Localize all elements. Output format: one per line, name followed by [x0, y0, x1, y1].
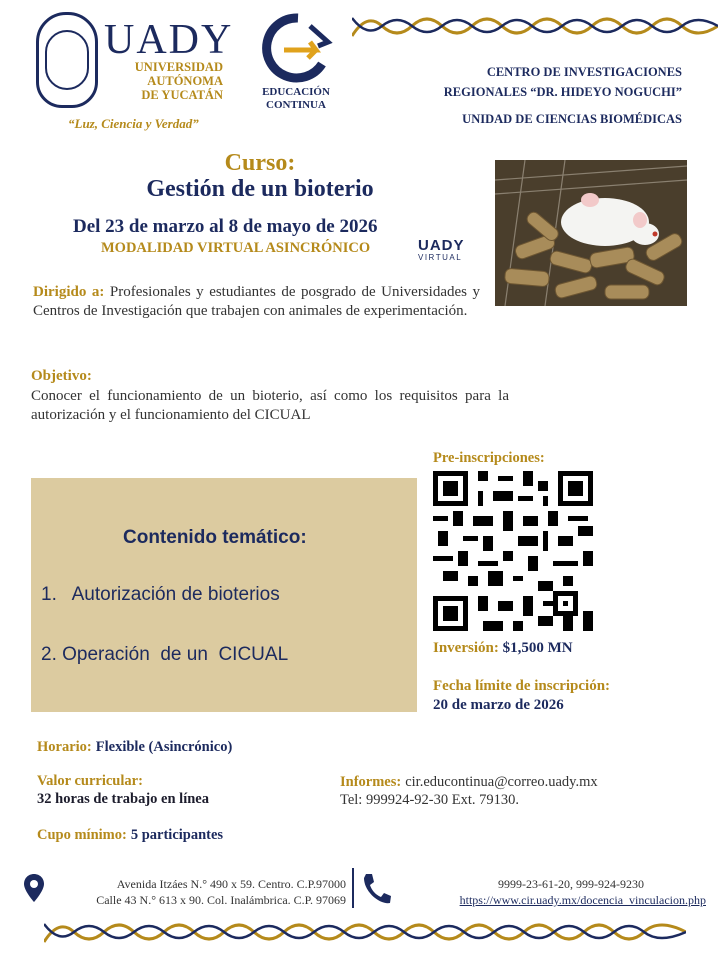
footer-contact [380, 876, 706, 908]
footer-address-2: Calle 43 N.° 613 x 90. Col. Inalámbrica. C.P. 97069 [96, 893, 346, 907]
valor-curricular-value: 32 horas de trabajo en línea [37, 791, 209, 807]
footer-address-1: Avenida Itzáes N.° 490 x 59. Centro. C.P.97000 [116, 877, 346, 891]
ec-line-1: EDUCACIÓN [262, 86, 330, 98]
educacion-continua-label [250, 86, 342, 112]
registration-qr-code[interactable] [433, 471, 593, 631]
uv-logo-top: UADY [418, 237, 465, 254]
fecha-limite-label: Fecha límite de inscripción: [433, 678, 611, 694]
uady-line-3: DE YUCATÁN [141, 88, 223, 102]
contenido-title: Contenido temático: [123, 527, 307, 548]
course-modality: MODALIDAD VIRTUAL ASINCRÓNICO [101, 240, 371, 256]
course-label: Curso: [224, 150, 296, 176]
informes-line [340, 773, 598, 791]
uady-line-1: UNIVERSIDAD [134, 60, 223, 74]
inversion-label: Inversión: [433, 640, 499, 656]
center-line-2: REGIONALES “DR. HIDEYO NOGUCHI” [443, 85, 682, 99]
uady-seal-logo [36, 12, 98, 108]
uady-motto: “Luz, Ciencia y Verdad” [68, 116, 199, 131]
contenido-item-2: 2. Operación de un CICUAL [41, 644, 289, 665]
cupo-line [37, 826, 223, 844]
cupo-value: 5 participantes [130, 827, 224, 843]
cupo-label: Cupo mínimo: [37, 827, 127, 843]
contenido-item-1: 1. Autorización de bioterios [41, 584, 280, 605]
informes-label: Informes: [340, 774, 402, 790]
informes-email[interactable]: cir.educontinua@correo.uady.mx [405, 774, 598, 790]
center-line-1: CENTRO DE INVESTIGACIONES [486, 65, 682, 79]
course-dates: Del 23 de marzo al 8 de mayo de 2026 [73, 216, 378, 237]
uv-logo-bottom: VIRTUAL [418, 253, 463, 262]
objetivo-text: Conocer el funcionamiento de un bioterio, así como los requisitos para la autorización y el funcionamiento del CICUAL [31, 388, 509, 423]
dirigido-text: Profesionales y estudiantes de posgrado de Universidades y Centros de Investigación que trabajen con animales de experimentación. [33, 284, 480, 319]
lab-mouse-photo [495, 160, 687, 306]
contenido-tematico-box [31, 478, 417, 712]
bottom-pattern-band [44, 914, 686, 950]
top-pattern-band [352, 8, 718, 44]
seal-inner-emblem [45, 30, 89, 90]
unidad-name: UNIDAD DE CIENCIAS BIOMÉDICAS [462, 112, 682, 126]
footer-divider [352, 868, 354, 908]
horario-value: Flexible (Asincrónico) [95, 739, 233, 755]
inversion-value: $1,500 MN [502, 640, 573, 656]
footer-phones: 9999-23-61-20, 999-924-9230 [498, 877, 644, 891]
uady-wordmark: UADY [104, 17, 234, 63]
dirigido-label: Dirigido a: [33, 284, 105, 300]
horario-label: Horario: [37, 739, 92, 755]
educacion-continua-logo [258, 12, 336, 84]
uady-virtual-logo [418, 238, 476, 266]
dirigido-paragraph [33, 283, 480, 321]
fecha-limite-value: 20 de marzo de 2026 [433, 697, 564, 713]
preinscripciones-label: Pre-inscripciones: [433, 450, 545, 466]
footer-website-link[interactable]: https://www.cir.uady.mx/docencia_vinculacion.php [459, 893, 706, 907]
horario-line [37, 738, 232, 756]
objetivo-label: Objetivo: [31, 368, 92, 384]
course-title: Gestión de un bioterio [146, 176, 374, 202]
uady-line-2: AUTÓNOMA [147, 74, 223, 88]
uady-subtitle [130, 60, 223, 102]
center-name [382, 62, 682, 102]
inversion-line [433, 640, 573, 657]
footer-addresses [46, 876, 346, 908]
location-pin-icon [24, 874, 44, 902]
ec-line-2: CONTINUA [266, 99, 326, 111]
valor-curricular-label: Valor curricular: [37, 773, 143, 789]
informes-telefono: Tel: 999924-92-30 Ext. 79130. [340, 792, 520, 808]
